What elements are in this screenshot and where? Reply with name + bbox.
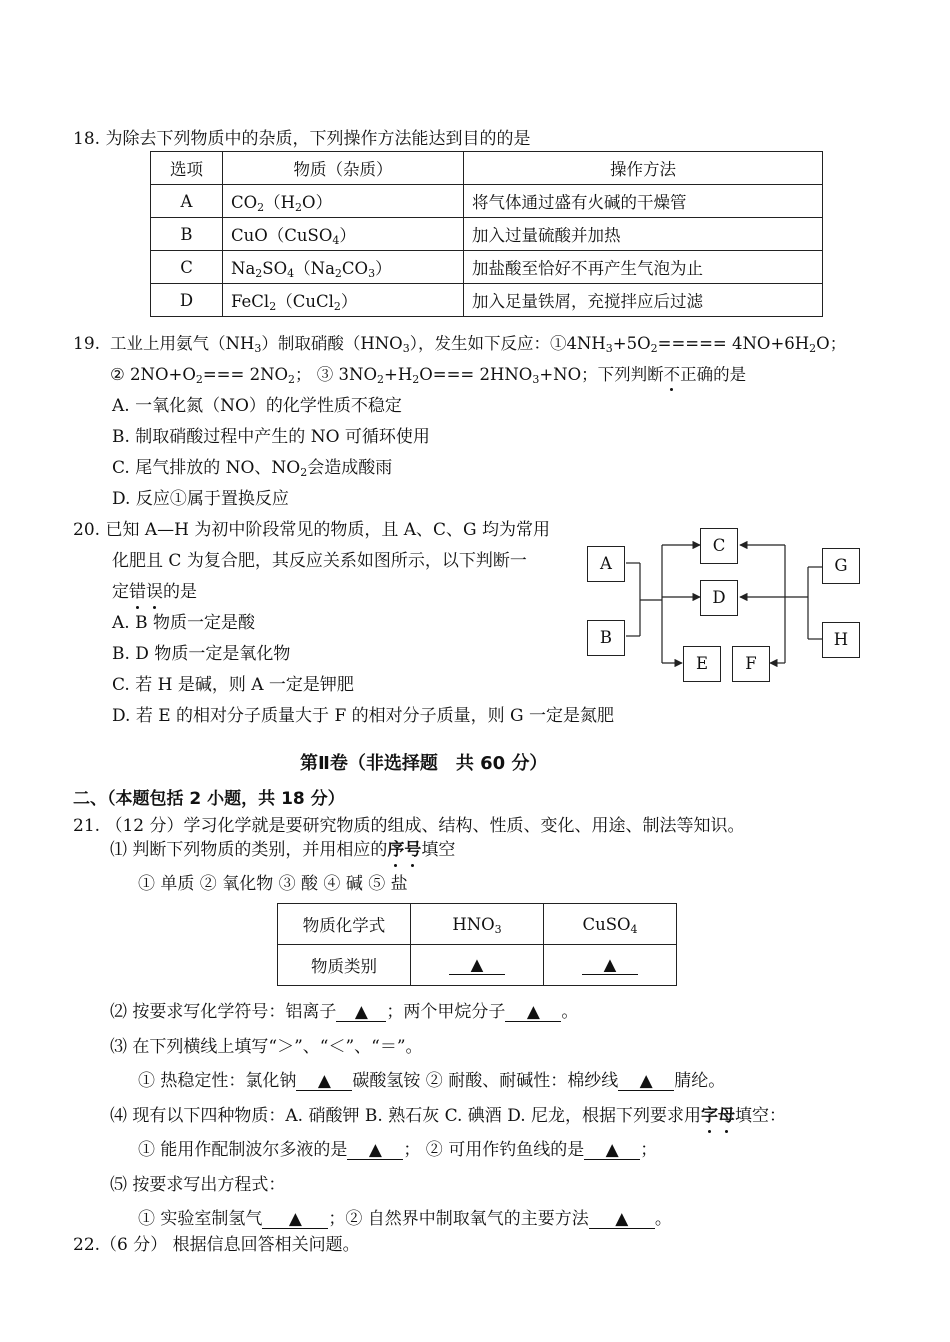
table-header: 物质化学式 [278, 904, 411, 945]
q19-num: 19. [73, 334, 101, 354]
q20-option-a: A. B 物质一定是酸 [112, 613, 255, 633]
table-cell: 加入过量硫酸并加热 [464, 218, 823, 251]
q19-line2: ② $2NO+O_2=== 2NO_2$； ③ $3NO_2+H_2O=== 2HNO_3+NO$；下列判断不正确的是 [110, 365, 747, 386]
table-cell: 加盐酸至恰好不再产生气泡为止 [464, 251, 823, 284]
answer-blank[interactable]: ▲ [336, 1003, 386, 1022]
q21-sub5-line: ① 实验室制氢气 ▲ ；② 自然界中制取氧气的主要方法 ▲ 。 [138, 1209, 672, 1229]
table-cell: D [151, 284, 223, 317]
q20-line3: 定错误的是 [112, 582, 197, 602]
q22-stem: 22.（6 分） 根据信息回答相关问题。 [73, 1235, 360, 1255]
table-cell: $HNO_3$ [411, 904, 544, 945]
answer-blank[interactable]: ▲ [589, 1210, 655, 1229]
node-a: A [587, 546, 625, 582]
table-cell: B [151, 218, 223, 251]
q19-option-a: A. 一氧化氮（NO）的化学性质不稳定 [112, 396, 402, 416]
q21-sub3-line: ① 热稳定性：氯化钠 ▲ 碳酸氢铵 ② 耐酸、耐碱性：棉纱线 ▲ 腈纶。 [138, 1071, 726, 1091]
table-header: 物质类别 [278, 945, 411, 986]
table-cell: FeCl$_2$（CuCl$_2$） [223, 284, 464, 317]
q20-line2: 化肥且 C 为复合肥，其反应关系如图所示，以下判断一 [112, 551, 527, 571]
node-c: C [700, 528, 738, 564]
q21-categories: ① 单质 ② 氧化物 ③ 酸 ④ 碱 ⑤ 盐 [138, 874, 408, 894]
table-cell: $Na_2SO_4(Na_2CO_3)$ [223, 251, 464, 284]
answer-blank[interactable]: ▲ [347, 1141, 403, 1160]
table-cell: A [151, 185, 223, 218]
table-cell: CuSO$_4$ [544, 904, 677, 945]
table-cell: $CO_2(H_2O)$ [223, 185, 464, 218]
answer-blank[interactable]: ▲ [411, 945, 544, 986]
q21-sub5: ⑸ 按要求写出方程式： [110, 1175, 286, 1195]
q21-stem: 21. （12 分）学习化学就是要研究物质的组成、结构、性质、变化、用途、制法等知识。 [73, 816, 745, 836]
node-d: D [700, 580, 738, 616]
q21-sub2: ⑵ 按要求写化学符号：铝离子 ▲ ；两个甲烷分子 ▲ 。 [110, 1002, 579, 1022]
q21-sub3: ⑶ 在下列横线上填写“＞”、“＜”、“＝”。 [110, 1037, 423, 1057]
table-header: 选项 [151, 152, 223, 185]
q21-sub1: ⑴ 判断下列物质的类别，并用相应的序号填空 [110, 840, 456, 860]
q20-line1: 20. 已知 A—H 为初中阶段常见的物质，且 A、C、G 均为常用 [73, 520, 551, 540]
table-header: 物质（杂质） [223, 152, 464, 185]
table-row [278, 945, 677, 986]
answer-blank[interactable]: ▲ [618, 1072, 674, 1091]
q21-sub4: ⑷ 现有以下四种物质：A. 硝酸钾 B. 熟石灰 C. 碘酒 D. 尼龙，根据下列要求用字母填空： [110, 1106, 787, 1126]
q20-option-c: C. 若 H 是碱，则 A 一定是钾肥 [112, 675, 354, 695]
table-cell: 将气体通过盛有火碱的干燥管 [464, 185, 823, 218]
part2-title: 第Ⅱ卷（非选择题 共 60 分） [300, 753, 548, 774]
answer-blank[interactable]: ▲ [505, 1003, 561, 1022]
table-header: 操作方法 [464, 152, 823, 185]
node-g: G [822, 548, 860, 584]
q21-sub4-line: ① 能用作配制波尔多液的是 ▲ ； ② 可用作钓鱼线的是 ▲ ； [138, 1140, 658, 1160]
q19-option-b: B. 制取硝酸过程中产生的 NO 可循环使用 [112, 427, 430, 447]
answer-blank[interactable]: ▲ [544, 945, 677, 986]
answer-blank[interactable]: ▲ [296, 1072, 352, 1091]
q19-line1: 工业上用氨气$(NH_3)$制取硝酸$(HNO_3)$，发生如下反应：$①4NH_3+5O_2===== 4NO+6H_2O$； [110, 334, 847, 355]
q19-option-c: C. 尾气排放的 NO、$NO_2$会造成酸雨 [112, 458, 393, 479]
q19-option-d: D. 反应①属于置换反应 [112, 489, 289, 509]
q20-option-b: B. D 物质一定是氧化物 [112, 644, 291, 664]
node-f: F [732, 646, 770, 682]
node-e: E [683, 646, 721, 682]
answer-blank[interactable]: ▲ [262, 1210, 328, 1229]
section-heading: 二、（本题包括 2 小题，共 18 分） [73, 789, 345, 809]
table-cell: 加入足量铁屑，充搅拌应后过滤 [464, 284, 823, 317]
node-h: H [822, 622, 860, 658]
q20-option-d: D. 若 E 的相对分子质量大于 F 的相对分子质量，则 G 一定是氮肥 [112, 706, 615, 726]
answer-blank[interactable]: ▲ [584, 1141, 640, 1160]
table-cell: CuO（CuSO$_4$） [223, 218, 464, 251]
q18-stem: 18. 为除去下列物质中的杂质，下列操作方法能达到目的的是 [73, 129, 531, 149]
node-b: B [587, 620, 625, 656]
q21-table [277, 903, 677, 986]
table-cell: C [151, 251, 223, 284]
table-row [278, 904, 677, 945]
